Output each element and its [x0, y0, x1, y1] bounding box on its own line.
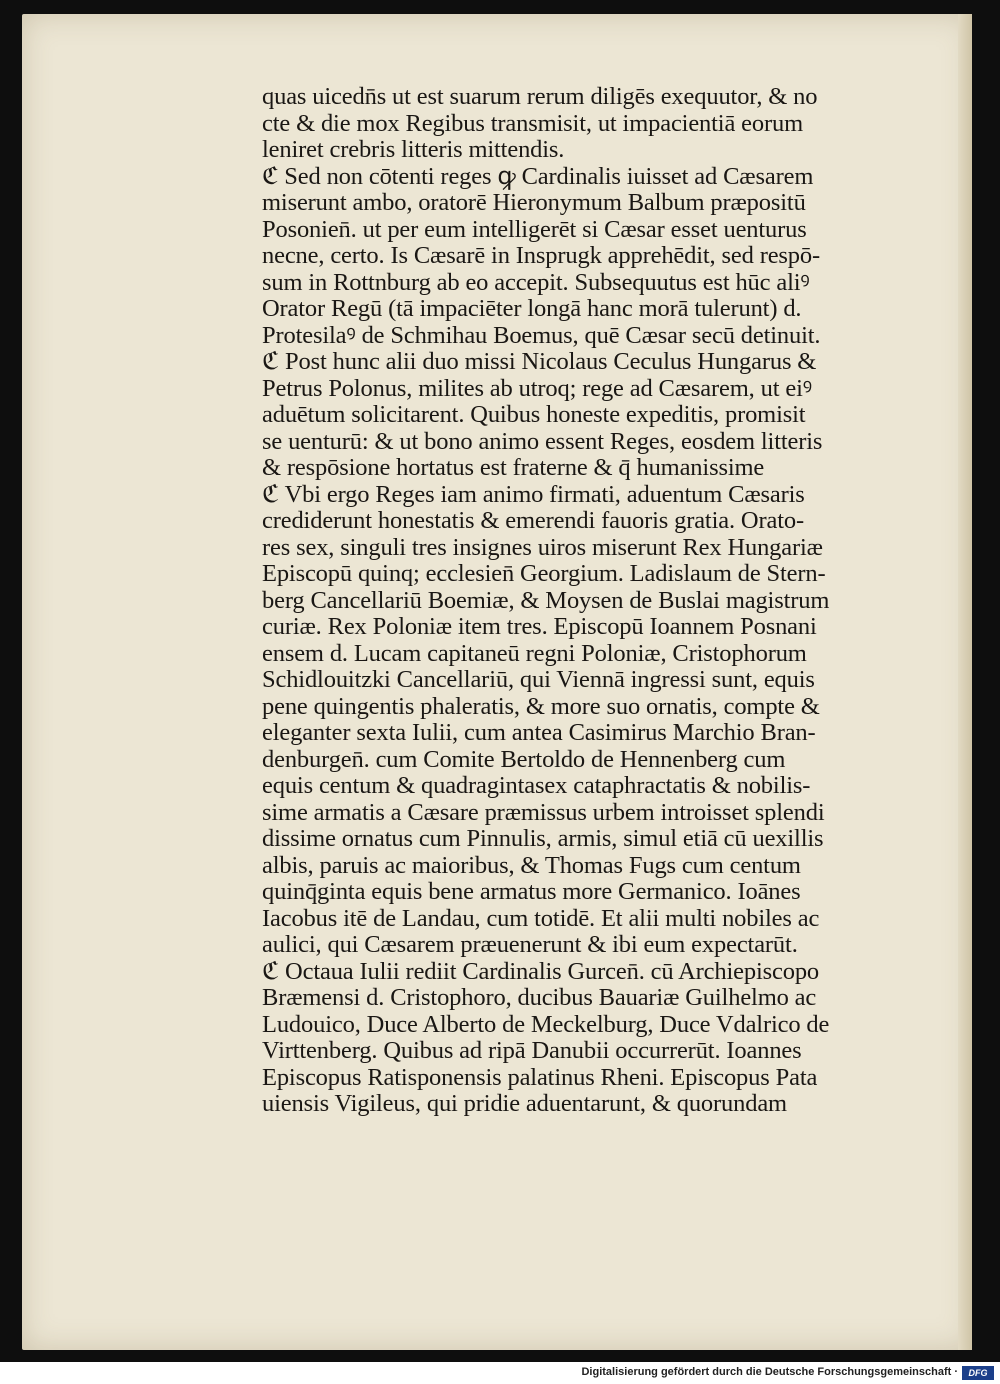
text-line: Posonien̄. ut per eum intelligerēt si Cæsar esset uenturus: [262, 216, 807, 243]
text-line: dissime ornatus cum Pinnulis, armis, simul etiā cū uexillis: [262, 826, 824, 852]
text-line: ensem d. Lucam capitaneū regni Poloniæ, Cristophorum: [262, 640, 807, 667]
text-line: equis centum & quadragintasex cataphractatis & nobilis-: [262, 773, 811, 799]
text-line: ℭ Sed non cōtenti reges ꝙ Cardinalis iuisset ad Cæsarem: [262, 163, 814, 190]
text-line: ℭ Octaua Iulii rediit Cardinalis Gurcen̄. cū Archiepiscopo: [262, 958, 820, 985]
footer-bar: [0, 1362, 1000, 1384]
text-line: Ludouico, Duce Alberto de Meckelburg, Duce Vdalrico de: [262, 1011, 830, 1038]
text-line: sime armatis a Cæsare præmissus urbem introisset splendi: [262, 799, 825, 826]
text-line: quas uicedn̄s ut est suarum rerum diligēs exequutor, & no: [262, 84, 818, 110]
text-line: ℭ Vbi ergo Reges iam animo firmati, aduentum Cæsaris: [262, 481, 805, 508]
leaf-edge: [958, 14, 972, 1350]
text-line: sum in Rottnburg ab eo accepit. Subsequutus est hūc aliꝰ: [262, 269, 810, 296]
text-line: & respōsione hortatus est fraterne & q̄ humanissime: [262, 455, 765, 481]
text-line: berg Cancellariū Boemiæ, & Moysen de Buslai magistrum: [262, 587, 830, 614]
text-line: cte & die mox Regibus transmisit, ut impacientiā eorum: [262, 110, 803, 137]
text-line: res sex, singuli tres insignes uiros miserunt Rex Hungariæ: [262, 534, 823, 561]
text-line: pene quingentis phaleratis, & more suo ornatis, compte &: [262, 693, 820, 720]
body-text: [262, 84, 932, 1118]
text-line: eleganter sexta Iulii, cum antea Casimirus Marchio Bran-: [262, 720, 816, 746]
text-line: Iacobus itē de Landau, cum totidē. Et alii multi nobiles ac: [262, 905, 820, 932]
text-line: Bræmensi d. Cristophoro, ducibus Bauariæ Guilhelmo ac: [262, 985, 817, 1011]
text-line: aduētum solicitarent. Quibus honeste expeditis, promisit: [262, 402, 806, 428]
text-line: Episcopus Ratisponensis palatinus Rheni. Episcopus Pata: [262, 1064, 818, 1091]
text-line: crediderunt honestatis & emerendi fauoris gratia. Orato-: [262, 508, 804, 534]
text-line: miserunt ambo, oratorē Hieronymum Balbum præpositū: [262, 190, 806, 216]
text-line: leniret crebris litteris mittendis.: [262, 137, 565, 163]
funding-credit: Digitalisierung gefördert durch die Deutsche Forschungsgemeinschaft ·: [581, 1366, 958, 1378]
text-line: Virttenberg. Quibus ad ripā Danubii occurrerūt. Ioannes: [262, 1038, 802, 1064]
text-line: Episcopū quinq; ecclesien̄ Georgium. Ladislaum de Stern-: [262, 561, 826, 587]
text-line: albis, paruis ac maioribus, & Thomas Fugs cum centum: [262, 852, 801, 879]
text-line: ℭ Post hunc alii duo missi Nicolaus Ceculus Hungarus &: [262, 349, 817, 375]
text-line: necne, certo. Is Cæsarē in Insprugk apprehēdit, sed respō-: [262, 243, 821, 269]
text-line: Orator Regū (tā impaciēter longā hanc morā tulerunt) d.: [262, 296, 802, 322]
text-line: curiæ. Rex Poloniæ item tres. Episcopū Ioannem Posnani: [262, 614, 817, 640]
text-line: quinq̄ginta equis bene armatus more Germanico. Ioānes: [262, 879, 801, 905]
dfg-logo-icon: DFG: [962, 1366, 994, 1380]
text-line: Schidlouitzki Cancellariū, qui Viennā ingressi sunt, equis: [262, 667, 815, 693]
text-line: uiensis Vigileus, qui pridie aduentarunt, & quorundam: [262, 1091, 787, 1117]
text-line: denburgen̄. cum Comite Bertoldo de Hennenberg cum: [262, 746, 786, 773]
text-line: aulici, qui Cæsarem præuenerunt & ibi eum expectarūt.: [262, 932, 798, 958]
text-line: Protesilaꝰ de Schmihau Boemus, quē Cæsar secū detinuit.: [262, 322, 821, 349]
text-line: se uenturū: & ut bono animo essent Reges, eosdem litteris: [262, 428, 823, 455]
text-line: Petrus Polonus, milites ab utroq; rege ad Cæsarem, ut eiꝰ: [262, 375, 812, 402]
